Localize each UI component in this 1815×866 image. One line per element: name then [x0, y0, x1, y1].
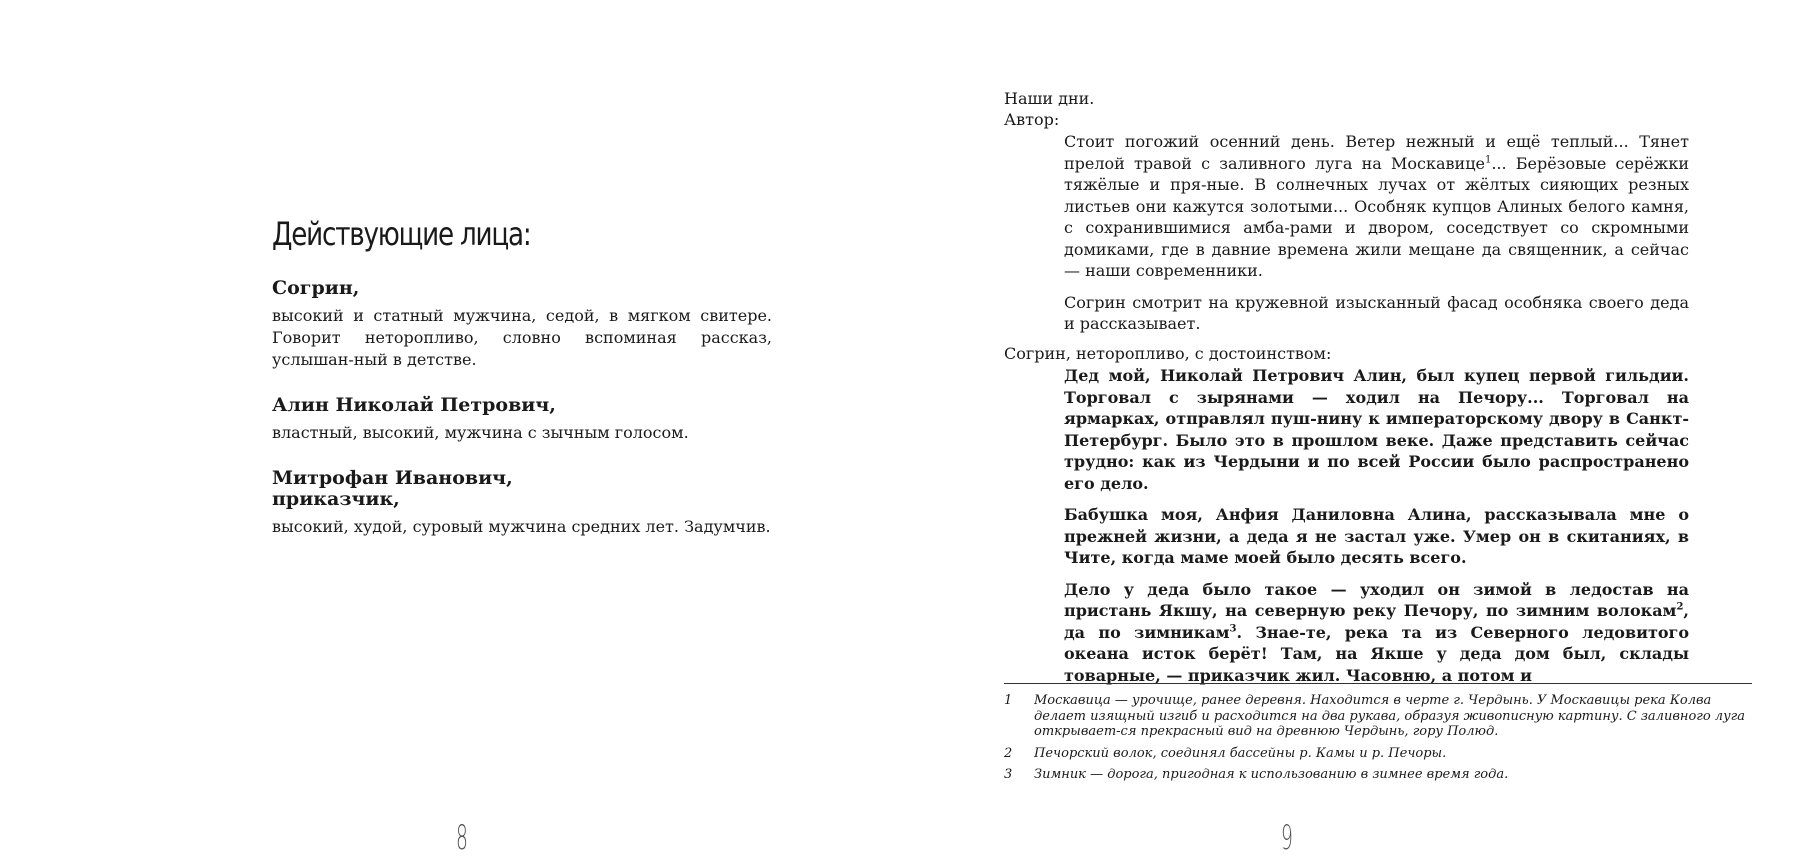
character-entry [272, 395, 772, 444]
footnote [1004, 767, 1754, 783]
character-name: Алин Николай Петрович, [272, 394, 556, 416]
footnote-ref[interactable]: 3 [1229, 623, 1237, 635]
footnote-number: 2 [1004, 745, 1013, 761]
character-description: высокий, худой, суровый мужчина средних лет. Задумчив. [272, 517, 771, 536]
page-number-right: 9 [1281, 818, 1293, 858]
footnote-divider [1004, 683, 1752, 684]
footnote-number: 1 [1004, 693, 1013, 708]
cast-heading: Действующие лица: [272, 215, 531, 253]
footnote [1004, 746, 1754, 762]
speech-paragraph: Дело у деда было такое — уходил он зимой в ледостав на пристань Якшу, на северную реку Печору, по зимним волокам$^2$, да по зимникам$^3$. Знае-те, река та из Северного ледовитого океана исток берёт! Там, на Якше у деда дом был, склады товарные, — приказчик жил. Часовню, а потом и [1064, 579, 1689, 685]
character-entry [272, 468, 772, 538]
speech-paragraph: Дед мой, Николай Петрович Алин, был купец первой гильдии. Торговал с зырянами — ходил на Печору... Торговал на ярмарках, отправлял пуш-нину к императорскому двору в Санкт-Петербург. Было это в прошлом веке. Даже представить сейчас трудно: как из Чердыни и по всей России было распространено его дело. [1064, 366, 1689, 493]
page-number-left: 8 [456, 818, 468, 858]
author-paragraph: Стоит погожий осенний день. Ветер нежный и ещё теплый... Тянет прелой травой с заливного луга на Москавице$^1$... Берёзовые серёжки тяжёлые и пря-ные. В солнечных лучах от жёлтых сияющих резных листьев они кажутся золотыми... Особняк купцов Алиных белого камня, с сохранившимися амба-рами и двором, соседствует со скромными домиками, где в давние времена жили мещане да священник, а сейчас — наши современники. [1064, 132, 1689, 280]
footnote-text: Москавица — урочище, ранее деревня. Находится в черте г. Чердынь. У Москавицы река Колва делает изящный изгиб и расходится на два рукава, образуя живописную картину. С заливного луга открывает-ся прекрасный вид на древнюю Чердынь, гору Полюд. [1034, 693, 1745, 739]
character-description: высокий и статный мужчина, седой, в мягком свитере. Говорит неторопливо, словно вспоминая рассказ, услышан-ный в детстве. [272, 306, 772, 369]
author-paragraph: Согрин смотрит на кружевной изысканный фасад особняка своего деда и рассказывает. [1064, 292, 1689, 333]
scene-time: Наши дни. [1004, 89, 1095, 108]
character-name: Митрофан Иванович, приказчик, [272, 467, 513, 510]
footnote [1004, 693, 1754, 740]
author-remarks [1064, 131, 1689, 345]
author-label: Автор: [1004, 110, 1060, 129]
right-page [907, 0, 1815, 866]
speech [1064, 365, 1689, 696]
character-name: Согрин, [272, 277, 360, 299]
footnotes [1004, 693, 1754, 789]
footnote-ref[interactable]: 1 [1484, 154, 1492, 166]
speaker-label: Согрин, неторопливо, с достоинством: [1004, 344, 1332, 363]
footnote-number: 3 [1004, 767, 1013, 782]
footnote-text: Зимник — дорога, пригодная к использованию в зимнее время года. [1034, 767, 1509, 782]
footnote-ref[interactable]: 2 [1676, 601, 1684, 613]
character-entry [272, 278, 772, 371]
left-page [0, 0, 907, 866]
character-description: властный, высокий, мужчина с зычным голосом. [272, 423, 689, 442]
cast-list [272, 278, 772, 562]
speech-paragraph: Бабушка моя, Анфия Даниловна Алина, рассказывала мне о прежней жизни, а деда я не застал уже. Умер он в скитаниях, в Чите, когда маме моей было десять всего. [1064, 505, 1689, 567]
footnote-text: Печорский волок, соединял бассейны р. Камы и р. Печоры. [1034, 745, 1447, 761]
